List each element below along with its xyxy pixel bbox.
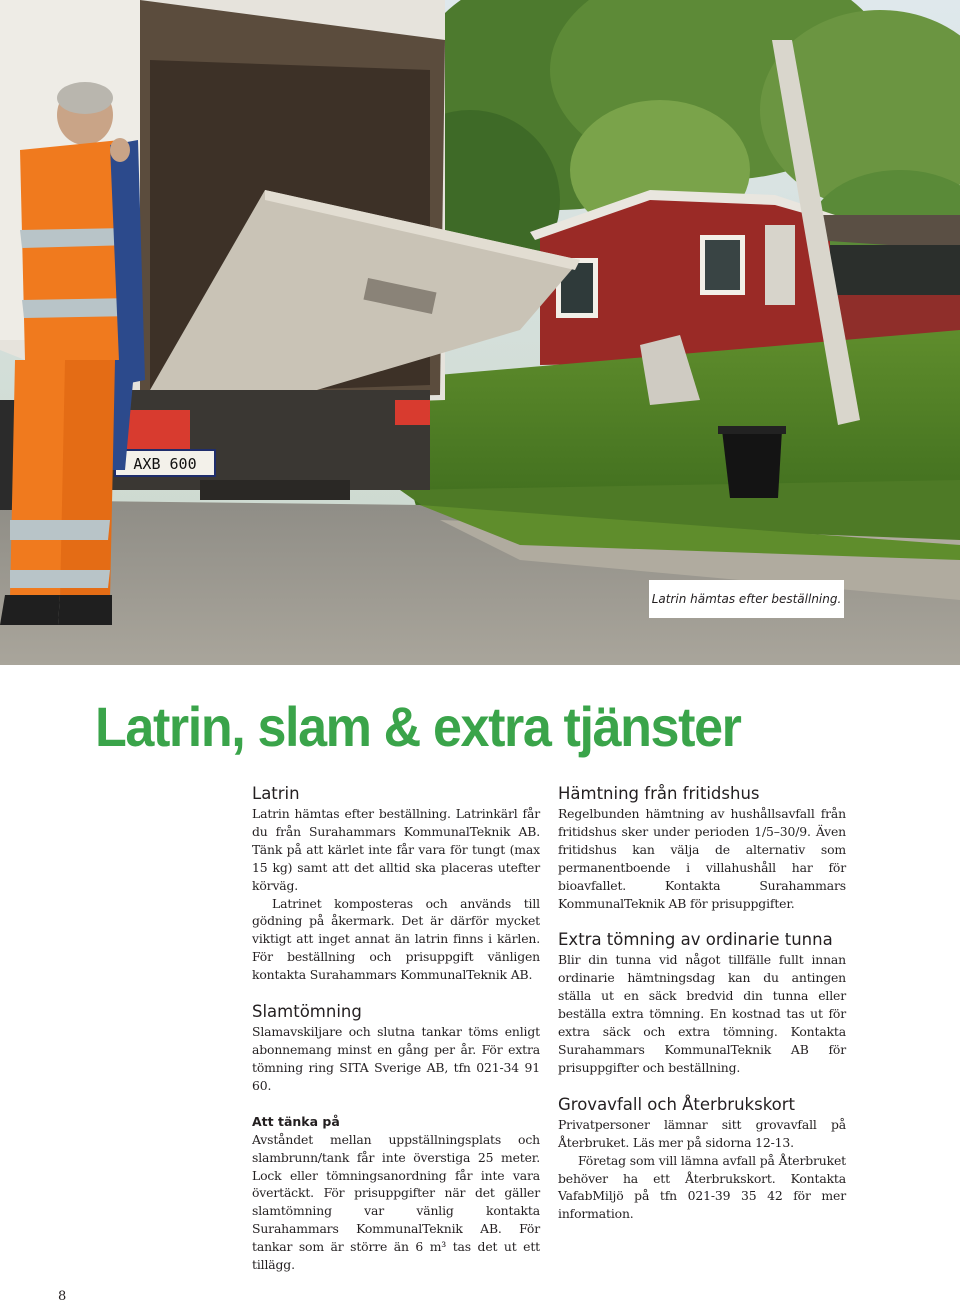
section-grovavfall [558, 1095, 846, 1223]
latrin-paragraph-2: Latrinet komposteras och används till gödning på åkermark. Det är därför mycket viktigt att inget annat än latrin finns i kärlen. För beställning och prisuppgift vänligen kontakta Surahammars KommunalTeknik AB. [252, 895, 540, 983]
photo-caption: Latrin hämtas efter beställning. [651, 592, 842, 606]
fritidshus-paragraph: Regelbunden hämtning av hushållsavfall från fritidshus sker under perioden 1/5–30/9. Även fritidshus kan välja de alternativ som permanentboende i villahushåll har för bioavfallet. Kontakta Surahammars KommunalTeknik AB för prisuppgifter. [558, 806, 846, 911]
license-plate: AXB 600 [133, 455, 197, 473]
photo-caption-box [649, 580, 844, 618]
slamtomning-heading: Slamtömning [252, 1002, 362, 1022]
latrin-paragraph-1: Latrin hämtas efter beställning. Latrinkärl får du från Surahammars KommunalTeknik AB. Tänk på att kärlet inte får vara för tungt (max 15 kg) samt att det alltid ska placeras utefter körväg. [252, 806, 540, 893]
fritidshus-heading: Hämtning från fritidshus [558, 784, 760, 803]
extra-tomning-paragraph: Blir din tunna vid något tillfälle fullt innan ordinarie hämtningsdag kan du antingen ställa ut en säck bredvid din tunna eller beställa extra tömning. En kostnad tas ut för extra säck och extra tömning. Kontakta Surahammars KommunalTeknik AB för prisuppgifter och beställning. [558, 952, 846, 1075]
slamtomning-paragraph: Slamavskiljare och slutna tankar töms enligt abonnemang minst en gång per år. För extra tömning ring SITA Sverige AB, tfn 021-34 91 60. [252, 1024, 540, 1093]
page-headline: Latrin, slam & extra tjänster [95, 695, 741, 758]
page-number: 8 [58, 1289, 67, 1304]
grovavfall-paragraph-2: Företag som vill lämna avfall på Återbruket behöver ha ett Återbrukskort. Kontakta VafabMiljö på tfn 021-39 35 42 för mer information. [558, 1152, 846, 1222]
section-fritidshus [558, 784, 846, 912]
att-tanka-pa-heading: Att tänka på [252, 1113, 340, 1129]
section-att-tanka-pa [252, 1113, 540, 1274]
section-extra-tomning [558, 930, 846, 1076]
extra-tomning-heading: Extra tömning av ordinarie tunna [558, 930, 833, 950]
grovavfall-paragraph-1: Privatpersoner lämnar sitt grovavfall på Återbruket. Läs mer på sidorna 12-13. [558, 1116, 846, 1150]
left-column [252, 784, 540, 1292]
section-slamtomning [252, 1002, 540, 1095]
grovavfall-heading: Grovavfall och Återbrukskort [558, 1094, 796, 1114]
right-column [558, 784, 846, 1241]
att-tanka-pa-paragraph: Avståndet mellan uppställningsplats och slambrunn/tank får inte överstiga 25 meter. Lock eller tömningsanordning får inte vara övertäckt. För prisuppgifter när det gäller slamtömning var vänlig kontakta Surahammars KommunalTeknik AB. För tankar som är större än 6 m³ tas det ut ett tillägg. [252, 1131, 540, 1273]
latrin-heading: Latrin [252, 784, 300, 803]
section-latrin [252, 784, 540, 984]
